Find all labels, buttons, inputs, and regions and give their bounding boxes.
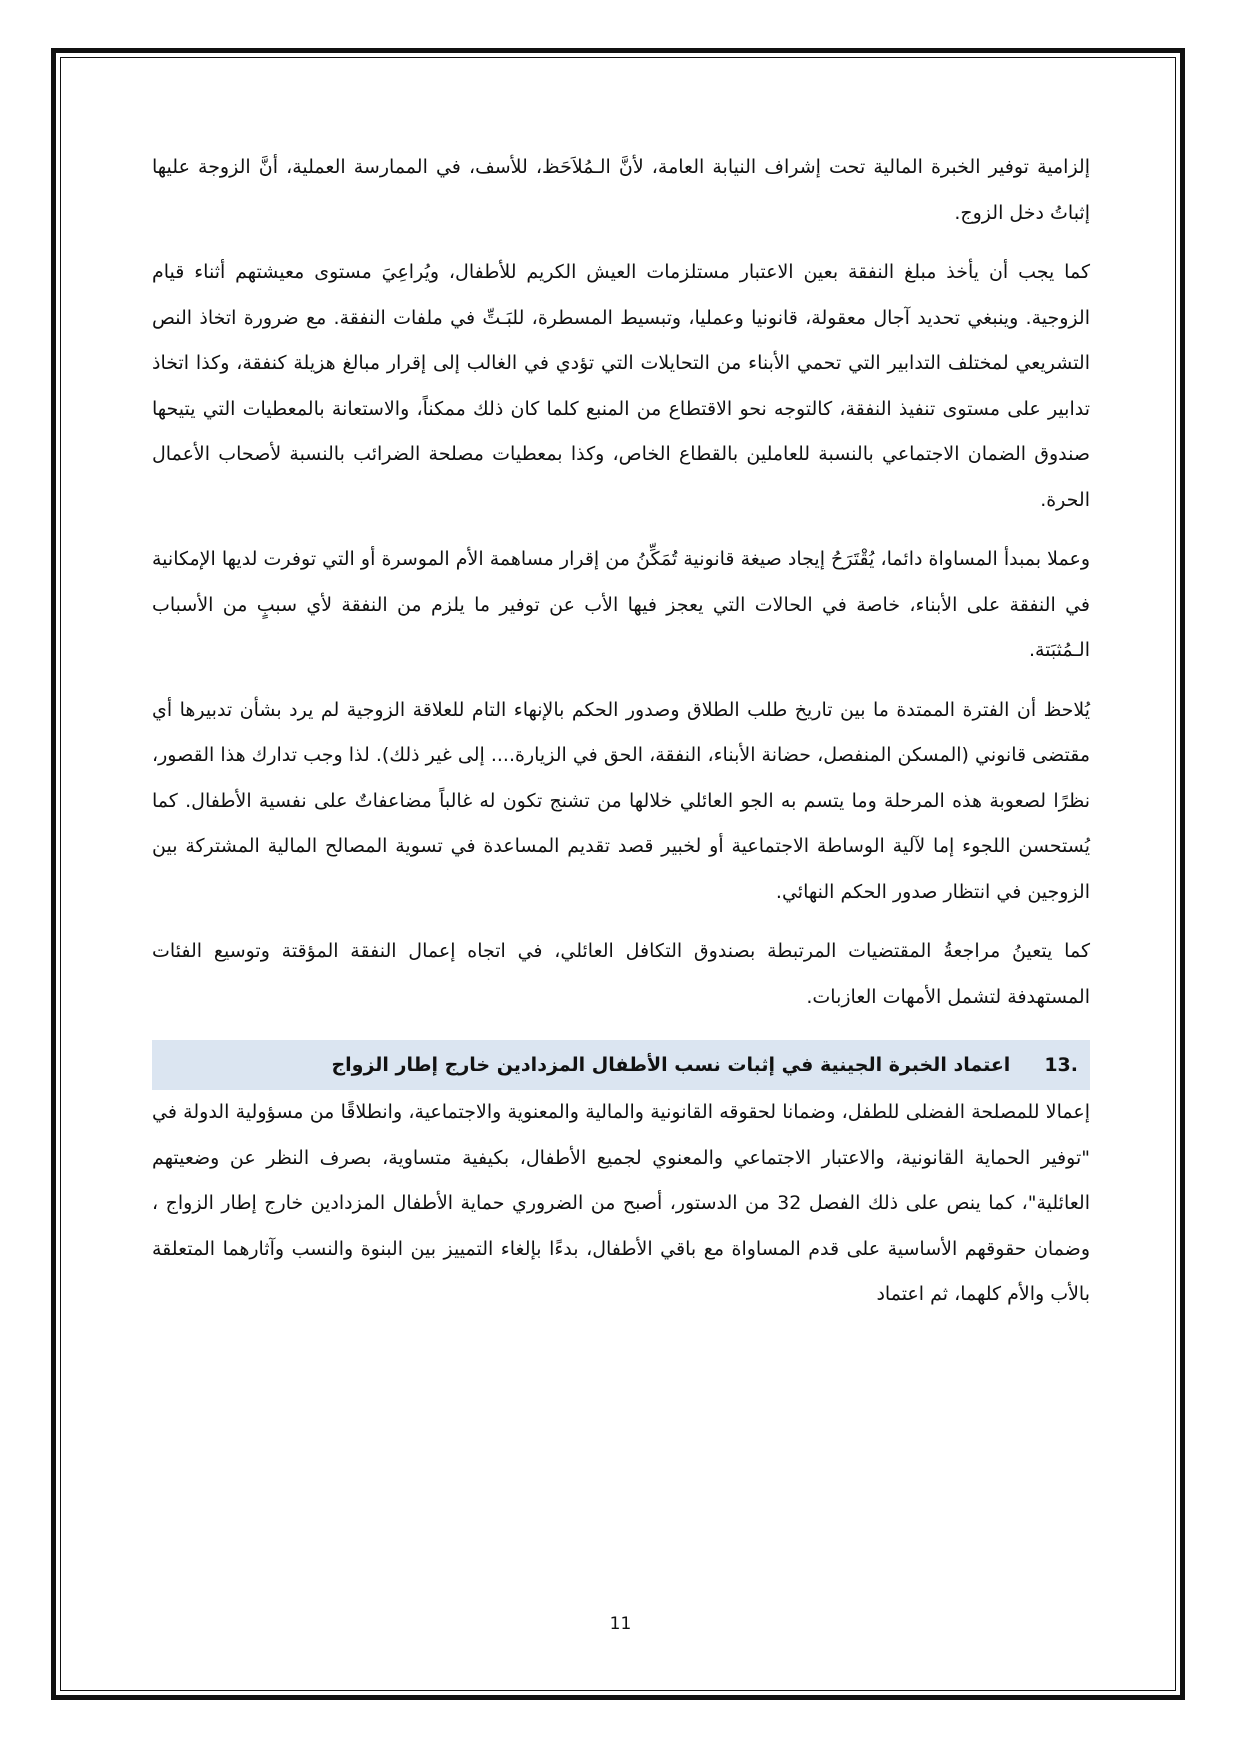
section-title: اعتماد الخبرة الجينية في إثبات نسب الأطفال المزدادين خارج إطار الزواج [331, 1054, 1011, 1076]
paragraph-family-fund: كما يتعينُ مراجعةُ المقتضيات المرتبطة بصندوق التكافل العائلي، في اتجاه إعمال النفقة المؤقتة وتوسيع الفئات المستهدفة لتشمل الأمهات العازبات. [152, 940, 1090, 1008]
paragraph-mother-contribution: وعملا بمبدأ المساواة دائما، يُقْتَرَحُ إيجاد صيغة قانونية تُمَكِّنُ من إقرار مساهمة الأم الموسرة أو التي توفرت لديها الإمكانية في النفقة على الأبناء، خاصة في الحالات التي يعجز فيها الأب عن توفير ما يلزم من النفقة لأي سببٍ من الأسباب الـمُثبَتة. [152, 548, 1090, 661]
paragraph-expertise: إلزامية توفير الخبرة المالية تحت إشراف النيابة العامة، لأنَّ الـمُلاَحَظ، للأسف، في الممارسة العملية، أنَّ الزوجة عليها إثباتُ دخل الزوج. [152, 156, 1090, 224]
document-body [152, 145, 1090, 1332]
section-heading [152, 1040, 1090, 1090]
section-body: إعمالا للمصلحة الفضلى للطفل، وضمانا لحقوقه القانونية والمالية والمعنوية والاجتماعية، وانطلاقًا من مسؤولية الدولة في "توفير الحماية القانونية، والاعتبار الاجتماعي والمعنوي لجميع الأطفال، بكيفية متساوية، بصرف النظر عن وضعيتهم العائلية"، كما ينص على ذلك الفصل 32 من الدستور، أصبح من الضروري حماية الأطفال المزدادين خارج إطار الزواج ، وضمان حقوقهم الأساسية على قدم المساواة مع باقي الأطفال، بدءًا بإلغاء التمييز بين البنوة والنسب وآثارهما المتعلقة بالأب والأم كلهما، ثم اعتماد [152, 1101, 1090, 1305]
paragraph-alimony-amount: كما يجب أن يأخذ مبلغ النفقة بعين الاعتبار مستلزمات العيش الكريم للأطفال، ويُراعِيَ مستوى معيشتهم أثناء قيام الزوجية. وينبغي تحديد آجال معقولة، قانونيا وعمليا، وتبسيط المسطرة، للبَـتِّ في ملفات النفقة. مع ضرورة اتخاذ النص التشريعي لمختلف التدابير التي تحمي الأبناء من التحايلات التي تؤدي في الغالب إلى إقرار مبالغ هزيلة كنفقة، وكذا اتخاذ تدابير على مستوى تنفيذ النفقة، كالتوجه نحو الاقتطاع من المنبع كلما كان ذلك ممكناً، والاستعانة بالمعطيات التي يتيحها صندوق الضمان الاجتماعي بالنسبة للعاملين بالقطاع الخاص، وكذا بمعطيات مصلحة الضرائب بالنسبة لأصحاب الأعمال الحرة. [152, 261, 1090, 511]
page-number: 11 [609, 1614, 632, 1634]
paragraph-divorce-period: يُلاحظ أن الفترة الممتدة ما بين تاريخ طلب الطلاق وصدور الحكم بالإنهاء التام للعلاقة الزوجية لم يرد بشأن تدبيرها أي مقتضى قانوني (المسكن المنفصل، حضانة الأبناء، النفقة، الحق في الزيارة.... إلى غير ذلك). لذا وجب تدارك هذا القصور، نظرًا لصعوبة هذه المرحلة وما يتسم به الجو العائلي خلالها من تشنج تكون له غالباً مضاعفاتٌ على نفسية الأطفال. كما يُستحسن اللجوء إما لآلية الوساطة الاجتماعية أو لخبير قصد تقديم المساعدة في تسوية المصالح المالية المشتركة بين الزوجين في انتظار صدور الحكم النهائي. [152, 698, 1090, 903]
section-number: 13. [1044, 1054, 1078, 1076]
